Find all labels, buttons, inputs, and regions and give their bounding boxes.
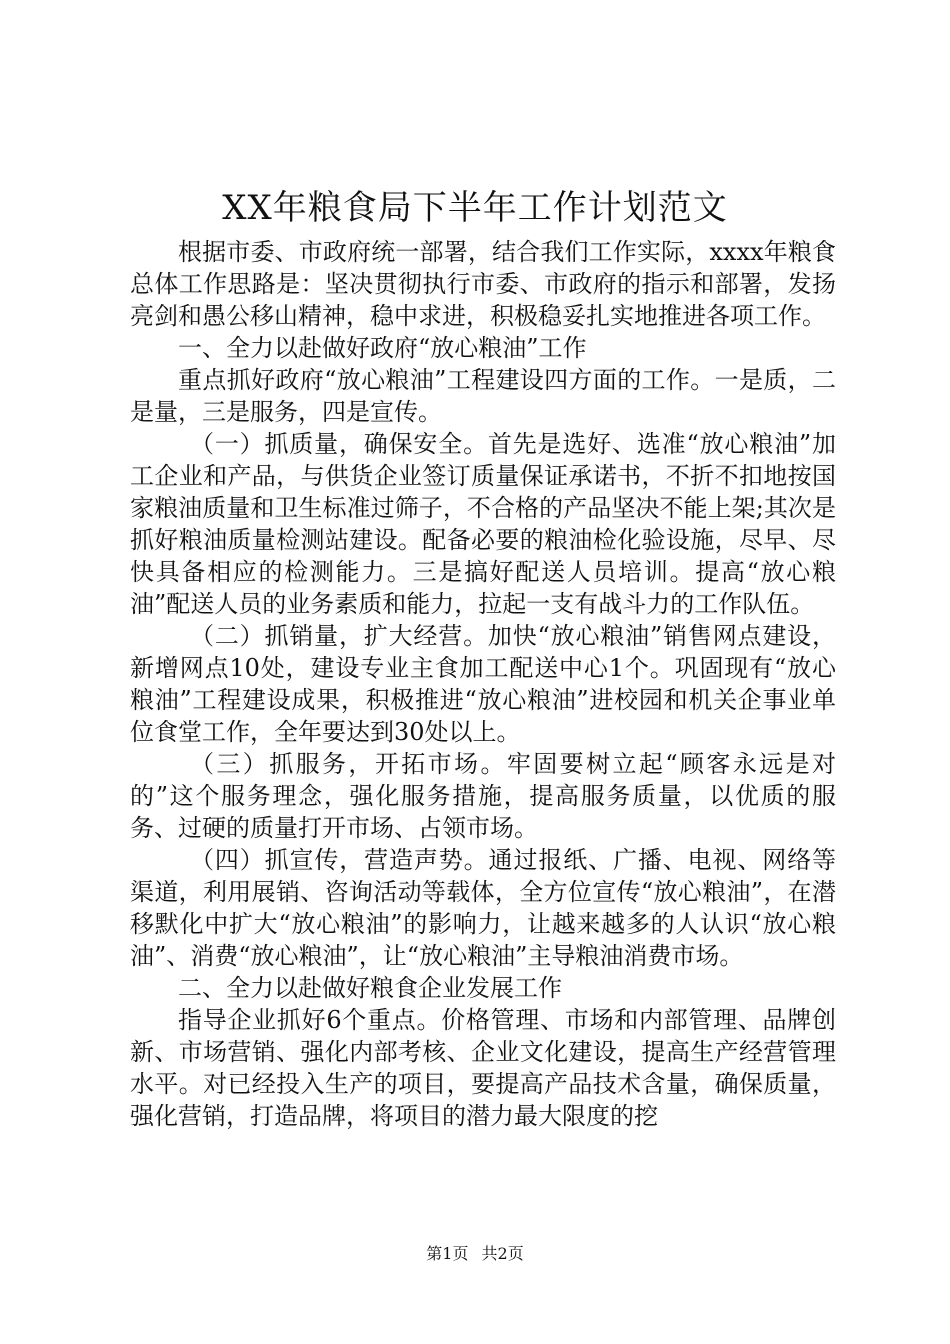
section-heading-1: 一、全力以赴做好政府“放心粮油”工作 — [178, 334, 587, 362]
document-body — [130, 236, 836, 1132]
paragraph-quality: （一）抓质量，确保安全。首先是选好、选准“放心粮油”加工企业和产品，与供货企业签订质量保证承诺书，不折不扣地按国家粮油质量和卫生标准过筛子，不合格的产品坚决不能上架;其次是抓好粮油质量检测站建设。配备必要的粮油检化验设施，尽早、尽快具备相应的检测能力。三是搞好配送人员培训。提高“放心粮油”配送人员的业务素质和能力，拉起一支有战斗力的工作队伍。 — [130, 430, 836, 618]
page-total: 共2页 — [481, 1244, 524, 1263]
paragraph-intro: 根据市委、市政府统一部署，结合我们工作实际，xxxx年粮食总体工作思路是：坚决贯彻执行市委、市政府的指示和部署，发扬亮剑和愚公移山精神，稳中求进，积极稳妥扎实地推进各项工作。 — [130, 238, 836, 330]
paragraph-enterprise: 指导企业抓好6个重点。价格管理、市场和内部管理、品牌创新、市场营销、强化内部考核、企业文化建设，提高生产经营管理水平。对已经投入生产的项目，要提高产品技术含量，确保质量，强化营销，打造品牌，将项目的潜力最大限度的挖 — [130, 1006, 836, 1130]
document-title: XX年粮食局下半年工作计划范文 — [222, 188, 728, 228]
paragraph-service: （三）抓服务，开拓市场。牢固要树立起“顾客永远是对的”这个服务理念，强化服务措施，提高服务质量，以优质的服务、过硬的质量打开市场、占领市场。 — [130, 750, 836, 842]
paragraph-overview: 重点抓好政府“放心粮油”工程建设四方面的工作。一是质，二是量，三是服务，四是宣传。 — [130, 366, 836, 426]
page-number: 第1页 — [426, 1244, 469, 1263]
page-footer — [0, 1243, 950, 1265]
paragraph-sales: （二）抓销量，扩大经营。加快“放心粮油”销售网点建设，新增网点10处，建设专业主食加工配送中心1个。巩固现有“放心粮油”工程建设成果，积极推进“放心粮油”进校园和机关企事业单位食堂工作，全年要达到30处以上。 — [130, 622, 836, 746]
section-heading-2: 二、全力以赴做好粮食企业发展工作 — [178, 974, 562, 1002]
paragraph-publicity: （四）抓宣传，营造声势。通过报纸、广播、电视、网络等渠道，利用展销、咨询活动等载体，全方位宣传“放心粮油”，在潜移默化中扩大“放心粮油”的影响力，让越来越多的人认识“放心粮油”、消费“放心粮油”，让“放心粮油”主导粮油消费市场。 — [130, 846, 836, 970]
